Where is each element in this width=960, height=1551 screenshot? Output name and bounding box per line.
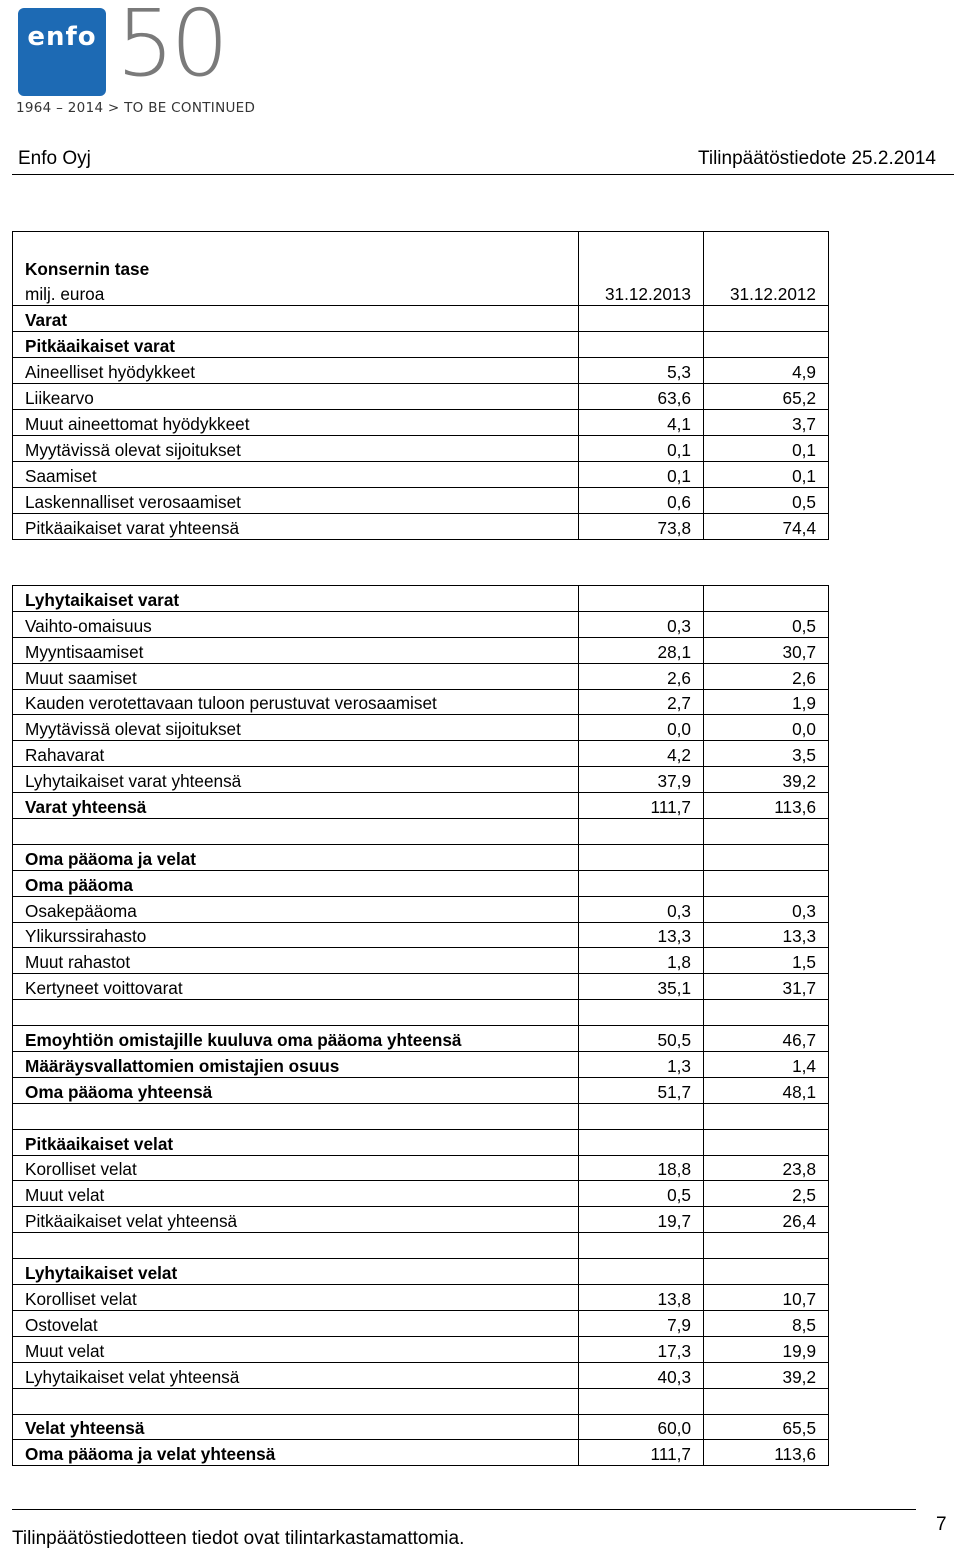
table-row <box>13 488 829 514</box>
value-2012 <box>704 1259 829 1285</box>
value-2012: 8,5 <box>704 1310 829 1336</box>
logo-brand-text: enfo <box>27 22 97 52</box>
value-2013: 50,5 <box>579 1026 704 1052</box>
value-2013: 0,1 <box>579 462 704 488</box>
value-2013: 4,1 <box>579 410 704 436</box>
balance-sheet-table <box>12 231 829 1466</box>
row-label: Myytävissä olevat sijoitukset <box>13 436 579 462</box>
row-label: Myytävissä olevat sijoitukset <box>13 715 579 741</box>
row-label: Saamiset <box>13 462 579 488</box>
value-2013: 7,9 <box>579 1310 704 1336</box>
unit-label: milj. euroa <box>13 280 579 306</box>
row-label: Muut saamiset <box>13 663 579 689</box>
value-2012: 23,8 <box>704 1155 829 1181</box>
value-2012: 31,7 <box>704 974 829 1000</box>
row-label: Rahavarat <box>13 741 579 767</box>
value-2012: 39,2 <box>704 767 829 793</box>
logo-anniversary-number: 50 <box>116 0 226 97</box>
value-2012 <box>704 819 829 845</box>
table-row <box>13 1362 829 1388</box>
logo-tagline: 1964 – 2014 > TO BE CONTINUED <box>16 100 256 116</box>
value-2012: 0,1 <box>704 436 829 462</box>
value-2012: 113,6 <box>704 793 829 819</box>
table-row <box>13 663 829 689</box>
row-label: Pitkäaikaiset velat yhteensä <box>13 1207 579 1233</box>
value-2013: 4,2 <box>579 741 704 767</box>
value-2013: 18,8 <box>579 1155 704 1181</box>
table-row <box>13 1077 829 1103</box>
table-spacer-row <box>13 1388 829 1414</box>
table-row <box>13 1181 829 1207</box>
table-row <box>13 332 829 358</box>
table-row <box>13 306 829 332</box>
table-row <box>13 1414 829 1440</box>
row-label <box>13 819 579 845</box>
row-label <box>13 1103 579 1129</box>
value-2013 <box>579 1000 704 1026</box>
row-label: Varat <box>13 306 579 332</box>
table-row <box>13 1026 829 1052</box>
value-2013 <box>579 586 704 612</box>
row-label: Muut aineettomat hyödykkeet <box>13 410 579 436</box>
value-2012 <box>704 1388 829 1414</box>
value-2012 <box>704 870 829 896</box>
company-name: Enfo Oyj <box>18 148 91 169</box>
header-divider <box>12 174 954 175</box>
row-label <box>13 1000 579 1026</box>
value-2013 <box>579 844 704 870</box>
table-row <box>13 1285 829 1311</box>
table-row <box>13 689 829 715</box>
row-label: Korolliset velat <box>13 1155 579 1181</box>
value-2013: 0,0 <box>579 715 704 741</box>
value-2012 <box>704 586 829 612</box>
row-label: Oma pääoma <box>13 870 579 896</box>
table-row <box>13 462 829 488</box>
value-2013 <box>579 1388 704 1414</box>
value-2012: 13,3 <box>704 922 829 948</box>
table-row <box>13 410 829 436</box>
table-row <box>13 1310 829 1336</box>
value-2013: 28,1 <box>579 637 704 663</box>
document-title: Tilinpäätöstiedote 25.2.2014 <box>697 148 936 169</box>
value-2013: 13,3 <box>579 922 704 948</box>
table-row <box>13 1336 829 1362</box>
value-2013 <box>579 1103 704 1129</box>
value-2012: 2,6 <box>704 663 829 689</box>
table-spacer-row <box>13 1233 829 1259</box>
value-2012: 46,7 <box>704 1026 829 1052</box>
table-title: Konsernin tase <box>13 232 579 280</box>
row-label: Ostovelat <box>13 1310 579 1336</box>
value-2012 <box>704 1129 829 1155</box>
footer-note: Tilinpäätöstiedotteen tiedot ovat tilintarkastamattomia. <box>12 1528 465 1549</box>
value-2013: 35,1 <box>579 974 704 1000</box>
value-2013: 40,3 <box>579 1362 704 1388</box>
value-2012: 74,4 <box>704 514 829 540</box>
value-2013: 19,7 <box>579 1207 704 1233</box>
row-label: Velat yhteensä <box>13 1414 579 1440</box>
row-label <box>13 1233 579 1259</box>
value-2013: 1,3 <box>579 1052 704 1078</box>
table-row <box>13 922 829 948</box>
value-2013: 2,7 <box>579 689 704 715</box>
table-row <box>13 948 829 974</box>
value-2012: 0,1 <box>704 462 829 488</box>
value-2013: 17,3 <box>579 1336 704 1362</box>
table-row <box>13 586 829 612</box>
value-2013 <box>579 819 704 845</box>
value-2012 <box>704 306 829 332</box>
enfo-50-logo <box>12 2 262 120</box>
column-header-2012: 31.12.2012 <box>704 280 829 306</box>
row-label: Myyntisaamiset <box>13 637 579 663</box>
table-row <box>13 1440 829 1466</box>
value-2012: 30,7 <box>704 637 829 663</box>
row-label: Muut velat <box>13 1181 579 1207</box>
table-spacer-row <box>13 1103 829 1129</box>
value-2012: 26,4 <box>704 1207 829 1233</box>
value-2013: 111,7 <box>579 793 704 819</box>
table-row <box>13 1129 829 1155</box>
value-2012: 113,6 <box>704 1440 829 1466</box>
value-2013 <box>579 1259 704 1285</box>
value-2012: 0,0 <box>704 715 829 741</box>
value-2013: 111,7 <box>579 1440 704 1466</box>
row-label: Pitkäaikaiset varat <box>13 332 579 358</box>
row-label: Muut velat <box>13 1336 579 1362</box>
table-row <box>13 1052 829 1078</box>
value-2013: 5,3 <box>579 358 704 384</box>
value-2012 <box>704 332 829 358</box>
value-2012: 0,5 <box>704 488 829 514</box>
column-header-2013: 31.12.2013 <box>579 280 704 306</box>
table-row <box>13 896 829 922</box>
table-row <box>13 715 829 741</box>
value-2013: 0,6 <box>579 488 704 514</box>
value-2012: 19,9 <box>704 1336 829 1362</box>
row-label: Oma pääoma ja velat yhteensä <box>13 1440 579 1466</box>
value-2013 <box>579 1233 704 1259</box>
value-2013 <box>579 1129 704 1155</box>
row-label: Liikearvo <box>13 384 579 410</box>
table-row <box>13 358 829 384</box>
value-2013: 0,3 <box>579 611 704 637</box>
value-2013: 0,3 <box>579 896 704 922</box>
page-number: 7 <box>936 1514 947 1535</box>
value-2012: 3,7 <box>704 410 829 436</box>
table-row <box>13 844 829 870</box>
value-2013 <box>579 870 704 896</box>
value-2013: 0,5 <box>579 1181 704 1207</box>
value-2013: 37,9 <box>579 767 704 793</box>
row-label: Emoyhtiön omistajille kuuluva oma pääoma yhteensä <box>13 1026 579 1052</box>
value-2012: 1,9 <box>704 689 829 715</box>
row-label: Ylikurssirahasto <box>13 922 579 948</box>
row-label: Korolliset velat <box>13 1285 579 1311</box>
section-gap <box>13 540 829 586</box>
row-label: Lyhytaikaiset varat <box>13 586 579 612</box>
table-row <box>13 436 829 462</box>
table-row <box>13 974 829 1000</box>
value-2012 <box>704 844 829 870</box>
value-2013: 13,8 <box>579 1285 704 1311</box>
table-spacer-row <box>13 819 829 845</box>
value-2013: 1,8 <box>579 948 704 974</box>
value-2012: 65,2 <box>704 384 829 410</box>
table-row <box>13 1259 829 1285</box>
value-2012: 2,5 <box>704 1181 829 1207</box>
value-2012 <box>704 1233 829 1259</box>
value-2013: 51,7 <box>579 1077 704 1103</box>
table-row <box>13 870 829 896</box>
table-row <box>13 1155 829 1181</box>
value-2012 <box>704 1103 829 1129</box>
row-label: Vaihto-omaisuus <box>13 611 579 637</box>
value-2013: 63,6 <box>579 384 704 410</box>
column-header-row <box>13 280 829 306</box>
value-2013: 0,1 <box>579 436 704 462</box>
value-2012 <box>704 1000 829 1026</box>
row-label: Osakepääoma <box>13 896 579 922</box>
table-row <box>13 741 829 767</box>
value-2012: 39,2 <box>704 1362 829 1388</box>
table-row <box>13 767 829 793</box>
value-2012: 4,9 <box>704 358 829 384</box>
row-label: Oma pääoma yhteensä <box>13 1077 579 1103</box>
table-title-row <box>13 232 829 280</box>
value-2012: 10,7 <box>704 1285 829 1311</box>
row-label: Aineelliset hyödykkeet <box>13 358 579 384</box>
table-spacer-row <box>13 1000 829 1026</box>
row-label: Kauden verotettavaan tuloon perustuvat verosaamiset <box>13 689 579 715</box>
row-label <box>13 1388 579 1414</box>
row-label: Lyhytaikaiset velat yhteensä <box>13 1362 579 1388</box>
table-row <box>13 793 829 819</box>
footer-divider <box>12 1509 916 1510</box>
row-label: Pitkäaikaiset varat yhteensä <box>13 514 579 540</box>
table-row <box>13 1207 829 1233</box>
value-2012: 1,5 <box>704 948 829 974</box>
row-label: Kertyneet voittovarat <box>13 974 579 1000</box>
row-label: Lyhytaikaiset varat yhteensä <box>13 767 579 793</box>
row-label: Lyhytaikaiset velat <box>13 1259 579 1285</box>
value-2012: 65,5 <box>704 1414 829 1440</box>
value-2012: 1,4 <box>704 1052 829 1078</box>
row-label: Varat yhteensä <box>13 793 579 819</box>
value-2012: 0,3 <box>704 896 829 922</box>
table-row <box>13 514 829 540</box>
value-2012: 0,5 <box>704 611 829 637</box>
row-label: Muut rahastot <box>13 948 579 974</box>
value-2012: 3,5 <box>704 741 829 767</box>
row-label: Määräysvallattomien omistajien osuus <box>13 1052 579 1078</box>
table-row <box>13 637 829 663</box>
table-row <box>13 611 829 637</box>
table-row <box>13 384 829 410</box>
value-2013 <box>579 306 704 332</box>
row-label: Laskennalliset verosaamiset <box>13 488 579 514</box>
value-2013: 60,0 <box>579 1414 704 1440</box>
value-2013 <box>579 332 704 358</box>
value-2012: 48,1 <box>704 1077 829 1103</box>
row-label: Oma pääoma ja velat <box>13 844 579 870</box>
value-2013: 73,8 <box>579 514 704 540</box>
row-label: Pitkäaikaiset velat <box>13 1129 579 1155</box>
value-2013: 2,6 <box>579 663 704 689</box>
